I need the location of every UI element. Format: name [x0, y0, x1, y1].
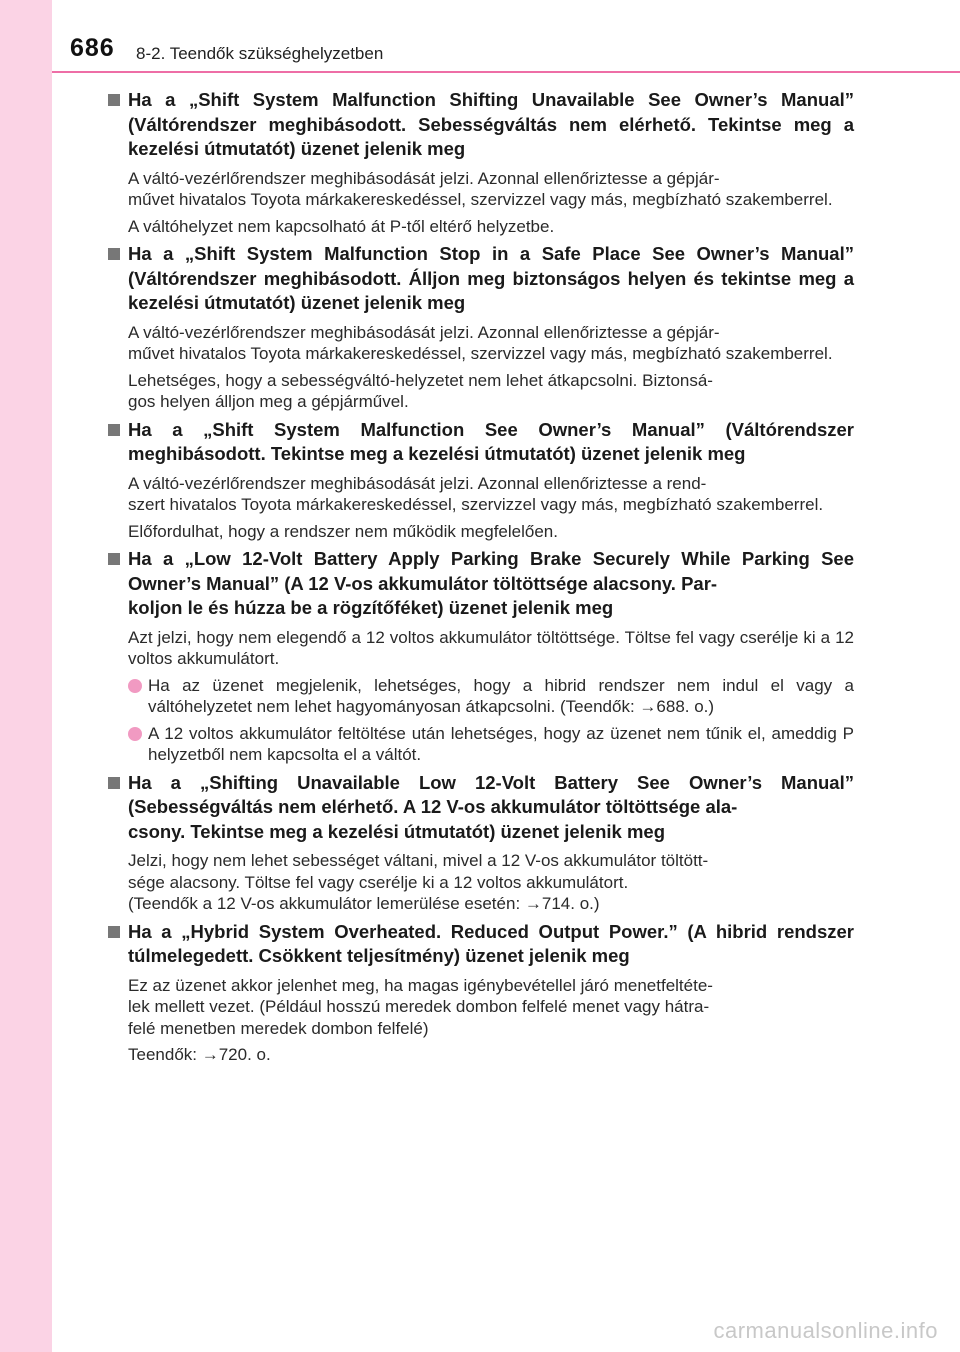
square-bullet-icon	[108, 248, 120, 260]
section-title	[106, 418, 854, 467]
section-5	[106, 771, 854, 915]
paragraph: Ez az üzenet akkor jelenhet meg, ha magas igénybevétellel járó menetfeltéte- lek mellett vezet. (Például hosszú meredek dombon felfelé menet vagy hátra- felé menetben meredek dombon felfelé)	[128, 975, 713, 1038]
side-color-bar	[0, 0, 52, 1352]
header-rule	[52, 71, 960, 73]
section-title-text: Ha a „Shift System Malfunction Stop in a Safe Place See Owner’s Manual” (Váltórendszer meghibásodott. Álljon meg biztonságos helyen és tekintse meg a kezelési útmutatót) üzenet jelenik meg	[128, 243, 854, 313]
section-title-text: Ha a „Hybrid System Overheated. Reduced Output Power.” (A hibrid rendszer túlmelegedett. Csökkent teljesítmény) üzenet jelenik meg	[128, 920, 854, 966]
section-4	[106, 547, 854, 766]
section-3	[106, 418, 854, 543]
paragraph: Előfordulhat, hogy a rendszer nem működik megfelelően.	[128, 521, 558, 541]
bullet-item	[128, 723, 854, 766]
paragraph: A váltóhelyzet nem kapcsolható át P-től eltérő helyzetbe.	[128, 216, 555, 236]
chapter-title: 8-2. Teendők szükséghelyzetben	[136, 44, 384, 63]
bullet-text: A 12 voltos akkumulátor feltöltése után lehetséges, hogy az üzenet nem tűnik el, ameddig P helyzetből nem kapcsolta el a váltót.	[148, 723, 854, 764]
page-content	[106, 88, 854, 1071]
paragraph: A váltó-vezérlőrendszer meghibásodását jelzi. Azonnal ellenőriztesse a gépjár- művet hivatalos Toyota márkakereskedéssel, szervizzel vagy más, megbízható szakemberrel.	[128, 322, 833, 363]
square-bullet-icon	[108, 777, 120, 789]
paragraph: A váltó-vezérlőrendszer meghibásodását jelzi. Azonnal ellenőriztesse a rend- szert hivatalos Toyota márkakereskedéssel, szervizzel vagy más, megbízható szakemberrel.	[128, 473, 824, 514]
page-number: 686	[70, 34, 115, 62]
paragraph: Teendők: →720. o.	[128, 1045, 271, 1064]
paragraph: Lehetséges, hogy a sebességváltó-helyzetet nem lehet átkapcsolni. Biztonsá- gos helyen álljon meg a gépjárművel.	[128, 370, 713, 411]
square-bullet-icon	[108, 553, 120, 565]
paragraph: Azt jelzi, hogy nem elegendő a 12 voltos akkumulátor töltöttsége. Töltse fel vagy cserélje ki a 12 voltos akkumulátort.	[128, 627, 854, 668]
section-title	[106, 547, 854, 621]
square-bullet-icon	[108, 926, 120, 938]
section-title	[106, 920, 854, 969]
section-title-text: Ha a „Shift System Malfunction Shifting Unavailable See Owner’s Manual” (Váltórendszer meghibásodott. Sebességváltás nem elérhető. Tekintse meg a kezelési útmutatót) üzenet jelenik meg	[128, 89, 854, 159]
section-title-text: Ha a „Low 12-Volt Battery Apply Parking Brake Securely While Parking See Owner’s Manual” (A 12 V-os akkumulátor töltöttsége alacsony. Par- koljon le és húzza be a rögzítőféket) üzenet jelenik meg	[128, 548, 854, 618]
section-title	[106, 771, 854, 845]
section-1	[106, 88, 854, 237]
section-title	[106, 88, 854, 162]
square-bullet-icon	[108, 424, 120, 436]
bullet-text: Ha az üzenet megjelenik, lehetséges, hogy a hibrid rendszer nem indul el vagy a váltóhelyzetet nem lehet hagyományosan átkapcsolni. (Teendők: →688. o.)	[148, 675, 854, 716]
section-title-text: Ha a „Shifting Unavailable Low 12-Volt Battery See Owner’s Manual” (Sebességváltás nem elérhető. A 12 V-os akkumulátor töltöttsége ala- csony. Tekintse meg a kezelési útmutatót) üzenet jelenik meg	[128, 771, 854, 842]
section-title	[106, 242, 854, 316]
paragraph: Jelzi, hogy nem lehet sebességet váltani, mivel a 12 V-os akkumulátor töltött- sége alacsony. Töltse fel vagy cserélje ki a 12 voltos akkumulátort. (Teendők a 12 V-os akkumulátor lemerülése esetén: →714. o.)	[128, 851, 709, 913]
section-2	[106, 242, 854, 413]
circle-bullet-icon	[128, 727, 142, 741]
circle-bullet-icon	[128, 679, 142, 693]
watermark: carmanualsonline.info	[713, 1318, 938, 1343]
square-bullet-icon	[108, 94, 120, 106]
section-title-text: Ha a „Shift System Malfunction See Owner’s Manual” (Váltórendszer meghibásodott. Tekintse meg a kezelési útmutatót) üzenet jelenik meg	[128, 418, 854, 464]
bullet-item	[128, 675, 854, 718]
paragraph: A váltó-vezérlőrendszer meghibásodását jelzi. Azonnal ellenőriztesse a gépjár- művet hivatalos Toyota márkakereskedéssel, szervizzel vagy más, megbízható szakemberrel.	[128, 168, 833, 209]
section-6	[106, 920, 854, 1066]
